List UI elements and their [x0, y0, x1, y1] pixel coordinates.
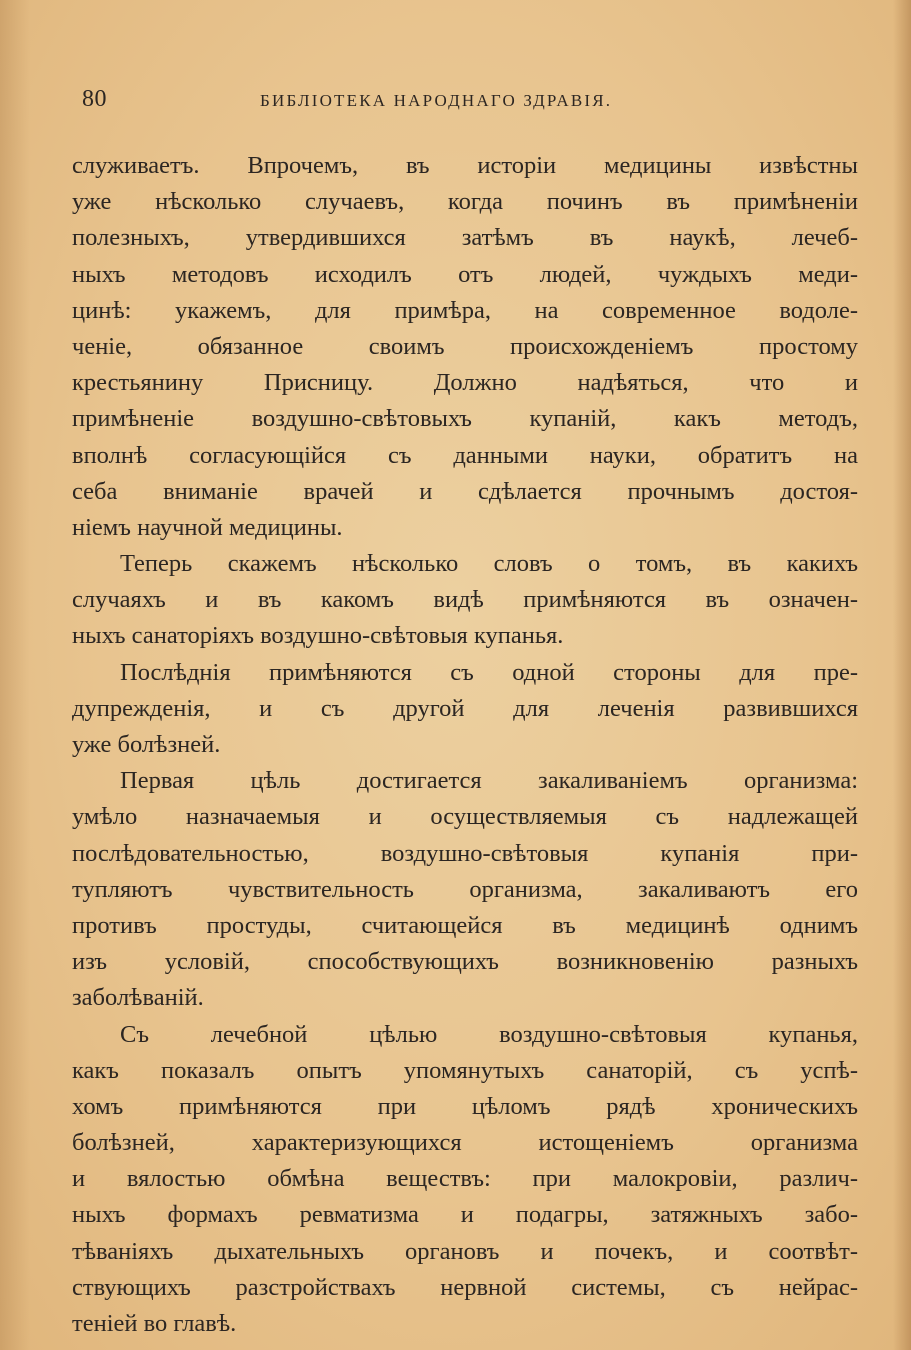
text-line: Теперь скажемъ нѣсколько словъ о томъ, въ какихъ: [120, 550, 858, 578]
text-line: заболѣваній.: [72, 984, 204, 1012]
page-number: 80: [82, 86, 107, 112]
text-line: Послѣднія примѣняются съ одной стороны для пре-: [120, 658, 858, 686]
text-line: себа вниманіе врачей и сдѣлается прочнымъ достоя-: [72, 477, 858, 505]
text-line: какъ показалъ опытъ упомянутыхъ санаторій, съ успѣ-: [72, 1056, 858, 1084]
running-head: БИБЛІОТЕКА НАРОДНАГО ЗДРАВІЯ.: [260, 91, 613, 110]
text-line: служиваетъ. Впрочемъ, въ исторіи медицины извѣстны: [72, 152, 858, 179]
paragraph-2: [72, 546, 858, 655]
text-line: цинѣ: укажемъ, для примѣра, на современное водоле-: [72, 296, 858, 324]
paragraph-1: [72, 148, 858, 546]
page-header: [82, 86, 842, 116]
text-line: ніемъ научной медицины.: [72, 513, 343, 541]
text-line: крестьянину Присницу. Должно надѣяться, что и: [72, 369, 858, 397]
text-line: ченіе, обязанное своимъ происхожденіемъ простому: [72, 332, 858, 360]
text-line: хомъ примѣняются при цѣломъ рядѣ хроническихъ: [72, 1092, 858, 1120]
text-line: болѣзней, характеризующихся истощеніемъ организма: [72, 1129, 858, 1157]
text-line: вполнѣ согласующійся съ данными науки, обратитъ на: [72, 441, 858, 469]
text-line: послѣдовательностью, воздушно-свѣтовыя купанія при-: [72, 839, 858, 867]
text-line: умѣло назначаемыя и осуществляемыя съ надлежащей: [72, 803, 858, 831]
text-line: Съ лечебной цѣлью воздушно-свѣтовыя купанья,: [120, 1020, 858, 1048]
text-line: тѣваніяхъ дыхательныхъ органовъ и почекъ, и соотвѣт-: [72, 1237, 858, 1265]
text-line: и вялостью обмѣна веществъ: при малокровіи, различ-: [72, 1165, 858, 1193]
text-line: уже болѣзней.: [72, 731, 221, 758]
page-edge-shadow-right: [893, 0, 911, 1350]
page-edge-shadow-left: [0, 0, 30, 1350]
text-line: противъ простуды, считающейся въ медицинѣ однимъ: [72, 911, 858, 939]
text-line: Первая цѣль достигается закаливаніемъ организма:: [120, 767, 858, 795]
text-line: ныхъ санаторіяхъ воздушно-свѣтовыя купанья.: [72, 622, 564, 650]
text-line: уже нѣсколько случаевъ, когда починъ въ примѣненіи: [72, 188, 858, 216]
body-text: [72, 148, 858, 1342]
text-line: изъ условій, способствующихъ возникновенію разныхъ: [72, 948, 858, 976]
text-line: дупрежденія, и съ другой для леченія развившихся: [72, 694, 858, 722]
text-line: теніей во главѣ.: [72, 1310, 237, 1337]
text-line: примѣненіе воздушно-свѣтовыхъ купаній, какъ методъ,: [72, 405, 858, 433]
text-line: полезныхъ, утвердившихся затѣмъ въ наукѣ, лечеб-: [72, 224, 858, 252]
paragraph-4: [72, 763, 858, 1016]
text-line: случаяхъ и въ какомъ видѣ примѣняются въ означен-: [72, 586, 858, 614]
text-line: ныхъ методовъ исходилъ отъ людей, чуждыхъ меди-: [72, 260, 858, 288]
paragraph-3: [72, 655, 858, 764]
text-line: ныхъ формахъ ревматизма и подагры, затяжныхъ забо-: [72, 1201, 858, 1229]
text-line: тупляютъ чувствительность организма, закаливаютъ его: [72, 875, 858, 903]
paragraph-5: [72, 1017, 858, 1343]
text-line: ствующихъ разстройствахъ нервной системы, съ нейрас-: [72, 1273, 858, 1301]
